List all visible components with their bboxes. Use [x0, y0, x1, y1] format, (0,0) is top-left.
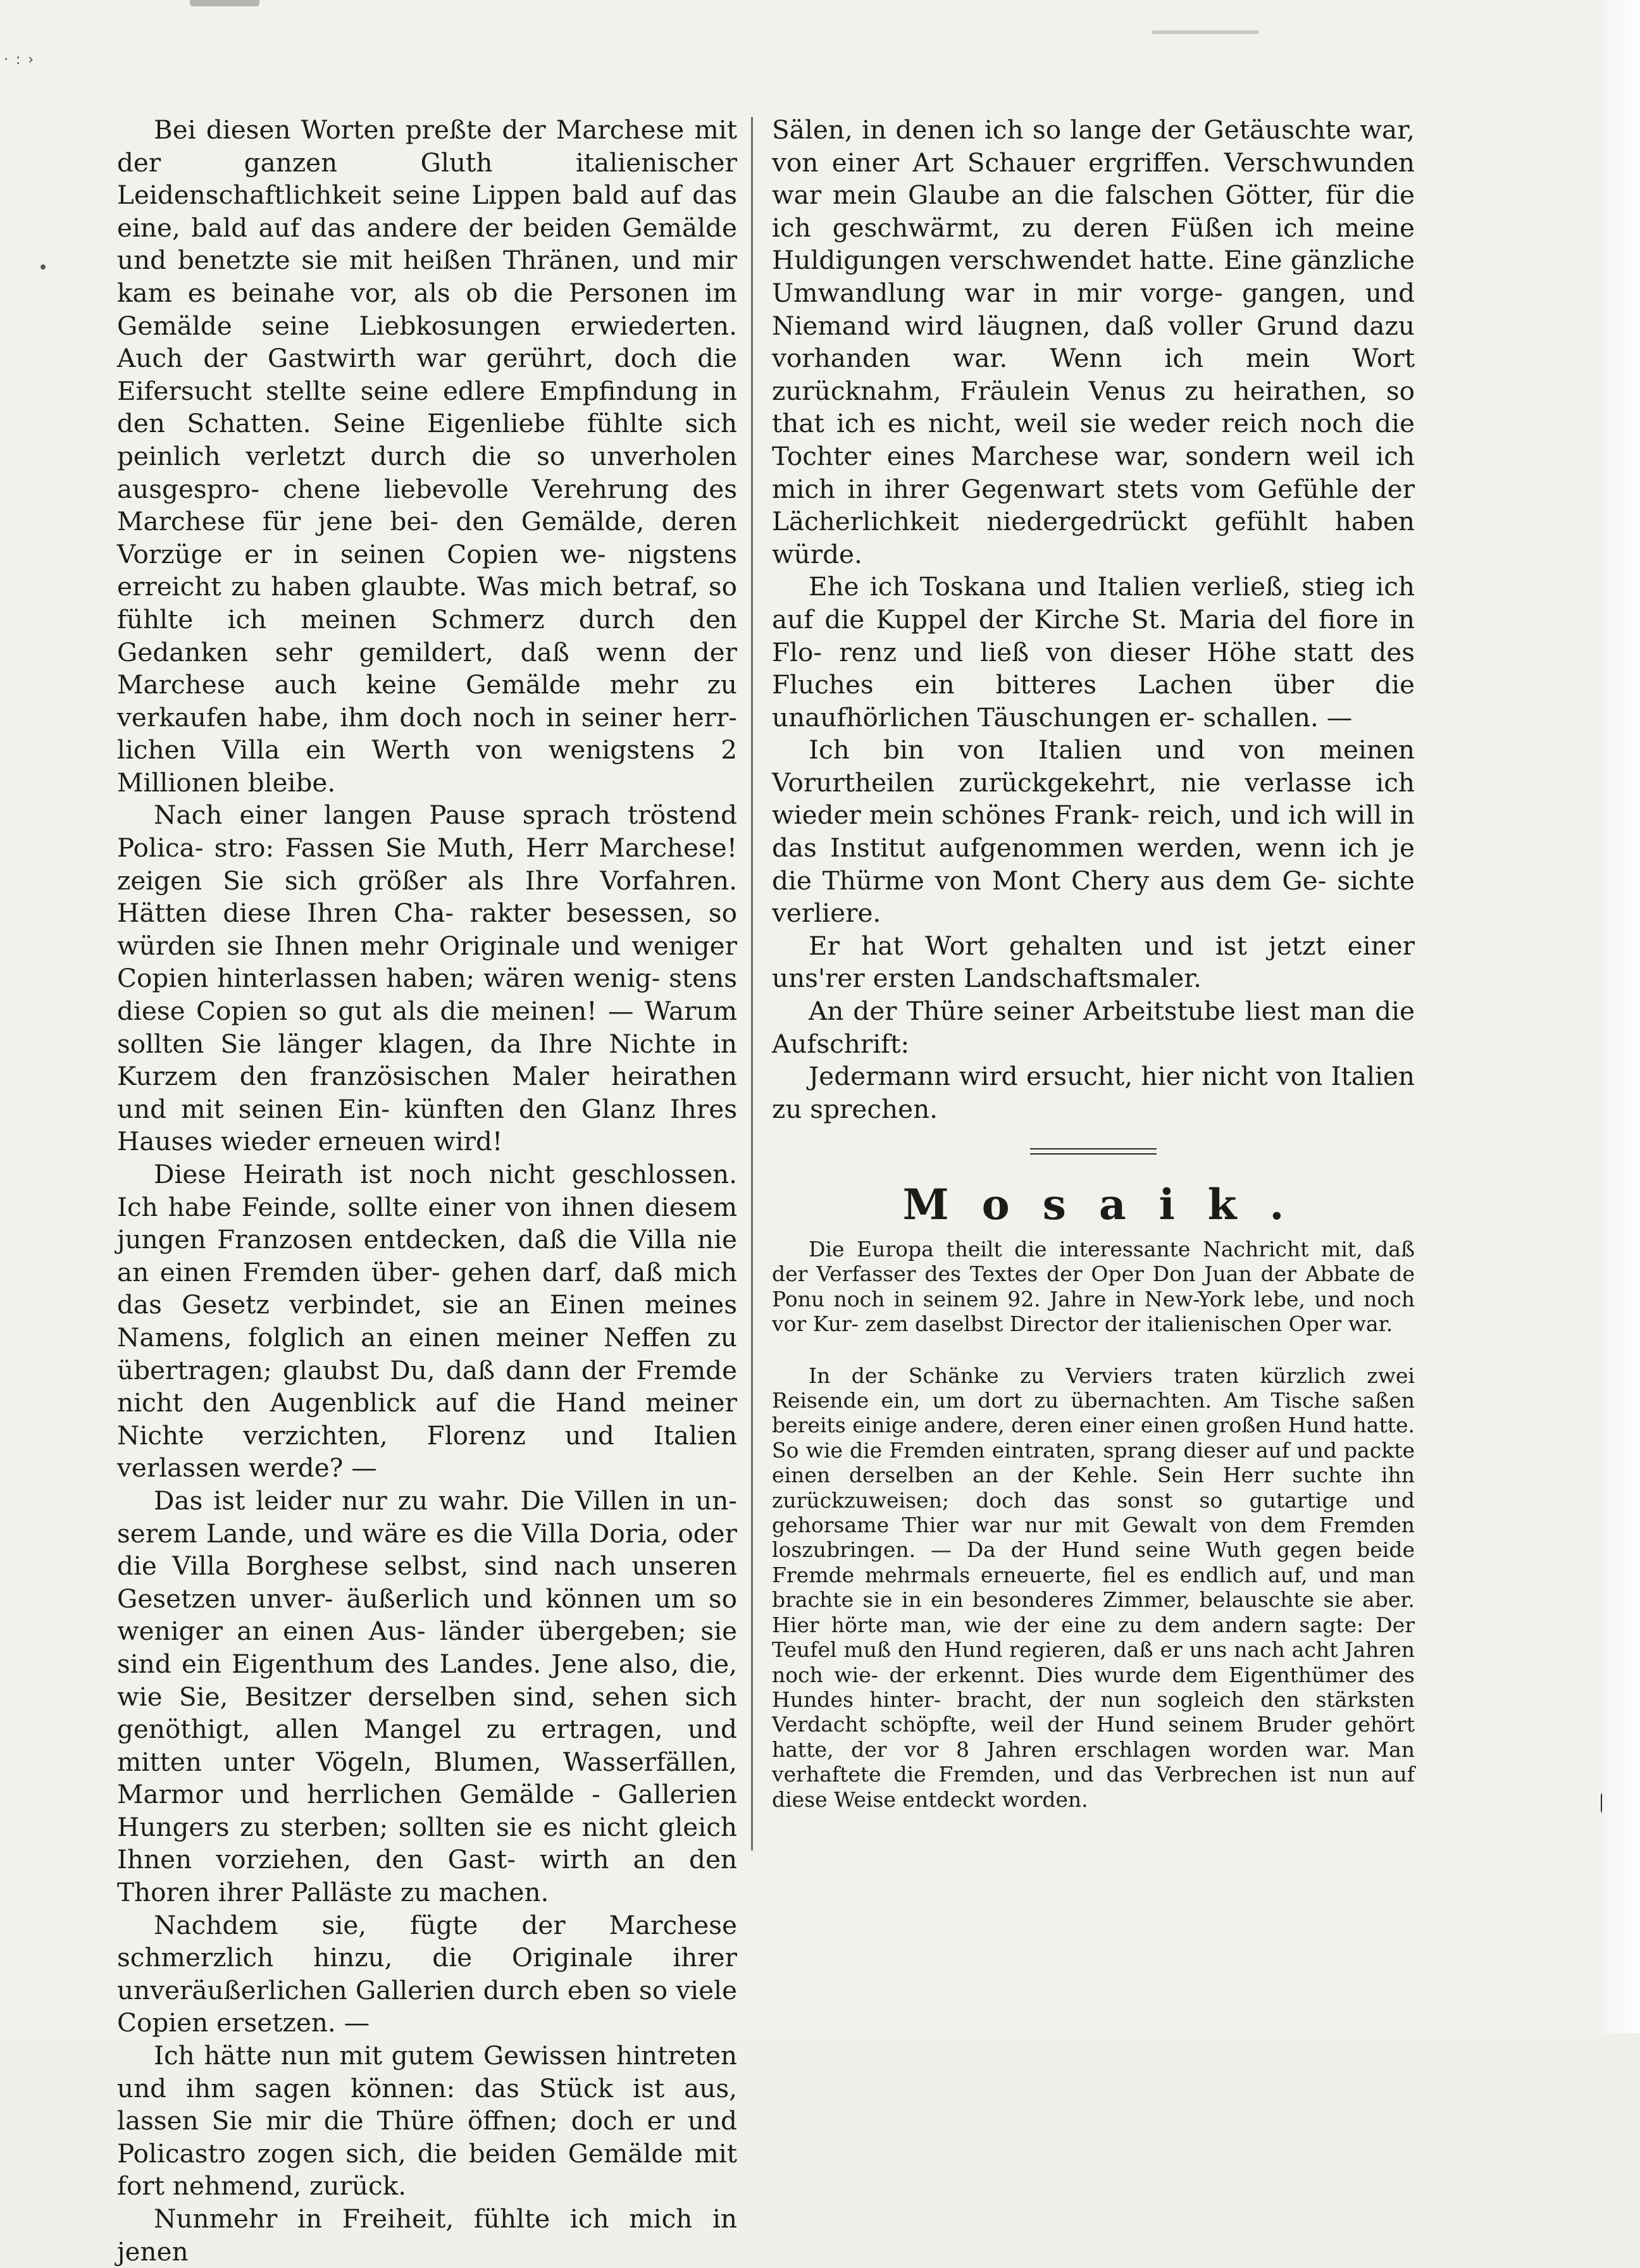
paragraph: Er hat Wort gehalten und ist jetzt einer uns'rer ersten Landschaftsmaler. — [772, 930, 1415, 994]
paragraph: Bei diesen Worten preßte der Marchese mit der ganzen Gluth italienischer Leidenschaftlichkeit seine Lippen bald auf das eine, bald auf das andere der beiden Gemälde und benetzte sie mit heißen Thränen, und mir kam es beinahe vor, als ob die Personen im Gemälde seine Liebkosungen erwiederten. Auch der Gastwirth war gerührt, doch die Eifersucht stellte seine edlere Empfindung in den Schatten. Seine Eigenliebe fühlte sich peinlich verletzt durch die so unverholen ausgespro- chene liebevolle Verehrung des Marchese für jene bei- den Gemälde, deren Vorzüge er in seinen Copien we- nigstens erreicht zu haben glaubte. Was mich betraf, so fühlte ich meinen Schmerz durch den Gedanken sehr gemildert, daß wenn der Marchese auch keine Gemälde mehr zu verkaufen habe, ihm doch noch in seiner herr- lichen Villa ein Werth von wenigstens 2 Millionen bleibe. — [117, 115, 737, 798]
ink-smudge — [1152, 30, 1259, 34]
mosaik-section — [772, 1237, 1415, 1812]
paragraph: Ehe ich Toskana und Italien verließ, stieg ich auf die Kuppel der Kirche St. Maria del fiore in Flo- renz und ließ von dieser Höhe statt des Fluches ein bitteres Lachen über die unaufhörlichen Täuschungen er- schallen. — — [772, 571, 1415, 733]
corner-dots: ·:› — [4, 52, 42, 68]
ink-dot — [40, 264, 46, 270]
page-edge — [1602, 0, 1640, 2033]
paragraph: Nunmehr in Freiheit, fühlte ich mich in jenen — [117, 2203, 737, 2267]
paragraph-continuation: Sälen, in denen ich so lange der Getäuschte war, von einer Art Schauer ergriffen. Verschwunden war mein Glaube an die falschen Götter, für die ich geschwärmt, zu deren Füßen ich meine Huldigungen verschwendet hatte. Eine gänzliche Umwandlung war in mir vorge- gangen, und Niemand wird läugnen, daß voller Grund dazu vorhanden war. Wenn ich mein Wort zurücknahm, Fräulein Venus zu heirathen, so that ich es nicht, weil sie weder reich noch die Tochter eines Marchese war, sondern weil ich mich in ihrer Gegenwart stets vom Gefühle der Lächerlichkeit niedergedrückt gefühlt haben würde. — [772, 115, 1415, 569]
paragraph: Nachdem sie, fügte der Marchese schmerzlich hinzu, die Originale ihrer unveräußerlichen Gallerien durch eben so viele Copien ersetzen. — — [117, 1909, 737, 2038]
column-divider — [751, 117, 753, 1850]
news-item: Die Europa theilt die interessante Nachricht mit, daß der Verfasser des Textes der Oper Don Juan der Abbate de Ponu noch in seinem 92. Jahre in New-York lebe, und noch vor Kur- zem daselbst Director der italienischen Oper war. — [772, 1237, 1415, 1337]
left-column — [117, 114, 737, 2268]
paragraph: Ich hätte nun mit gutem Gewissen hintreten und ihm sagen können: das Stück ist aus, lassen Sie mir die Thüre öffnen; doch er und Policastro zogen sich, die beiden Gemälde mit fort nehmend, zurück. — [117, 2040, 737, 2202]
paragraph: Nach einer langen Pause sprach tröstend Polica- stro: Fassen Sie Muth, Herr Marchese! zeigen Sie sich größer als Ihre Vorfahren. Hätten diese Ihren Cha- rakter besessen, so würden sie Ihnen mehr Originale und weniger Copien hinterlassen haben; wären wenig- stens diese Copien so gut als die meinen! — Warum sollten Sie länger klagen, da Ihre Nichte in Kurzem den französischen Maler heirathen und mit seinen Ein- künften den Glanz Ihres Hauses wieder erneuen wird! — [117, 800, 737, 1157]
section-heading: Mosaik. — [902, 1180, 1317, 1230]
item-spacer — [772, 1337, 1415, 1363]
paragraph: Das ist leider nur zu wahr. Die Villen in un- serem Lande, und wäre es die Villa Doria, oder die Villa Borghese selbst, sind nach unseren Gesetzen unver- äußerlich und können um so weniger an einen Aus- länder übergeben; sie sind ein Eigenthum des Landes. Jene also, die, wie Sie, Besitzer derselben sind, sehen sich genöthigt, allen Mangel zu ertragen, und mitten unter Vögeln, Blumen, Wasserfällen, Marmor und herrlichen Gemälde - Gallerien Hungers zu sterben; sollten sie es nicht gleich Ihnen vorziehen, den Gast- wirth an den Thoren ihrer Palläste zu machen. — [117, 1485, 737, 1908]
paragraph: Diese Heirath ist noch nicht geschlossen. Ich habe Feinde, sollte einer von ihnen diesem jungen Franzosen entdecken, daß die Villa nie an einen Fremden über- gehen darf, daß mich das Gesetz verbindet, sie an Einen meines Namens, folglich an einen meiner Neffen zu übertragen; glaubst Du, daß dann der Fremde nicht den Augenblick auf die Hand meiner Nichte verzichten, Florenz und Italien verlassen werde? — — [117, 1159, 737, 1484]
paragraph: An der Thüre seiner Arbeitstube liest man die Aufschrift: — [772, 996, 1415, 1059]
news-item: In der Schänke zu Verviers traten kürzlich zwei Reisende ein, um dort zu übernachten. Am Tische saßen bereits einige andere, deren einer einen großen Hund hatte. So wie die Fremden eintraten, sprang dieser auf und packte einen derselben an der Kehle. Sein Herr suchte ihn zurückzuweisen; doch das sonst so gutartige und gehorsame Thier war nur mit Gewalt von dem Fremden loszubringen. — Da der Hund seine Wuth gegen beide Fremde mehrmals erneuerte, fiel es endlich auf, und man brachte sie in ein besonderes Zimmer, belauschte sie aber. Hier hörte man, wie der eine zu dem andern sagte: Der Teufel muß den Hund regieren, daß er uns nach acht Jahren noch wie- der erkennt. Dies wurde dem Eigenthümer des Hundes hinter- bracht, der nun sogleich den stärksten Verdacht schöpfte, weil der Hund seinem Bruder gehört hatte, der vor 8 Jahren erschlagen worden war. Man verhaftete die Fremden, und das Verbrechen ist nun auf diese Weise entdeckt worden. — [772, 1363, 1415, 1812]
paragraph: Jedermann wird ersucht, hier nicht von Italien zu sprechen. — [772, 1061, 1415, 1124]
right-column — [772, 114, 1415, 1812]
section-rule — [1030, 1148, 1157, 1155]
paragraph: Ich bin von Italien und von meinen Vorurtheilen zurückgekehrt, nie verlasse ich wieder mein schönes Frank- reich, und ich will in das Institut aufgenommen werden, wenn ich je die Thürme von Mont Chery aus dem Ge- sichte verliere. — [772, 734, 1415, 929]
print-mark-top — [190, 0, 259, 6]
